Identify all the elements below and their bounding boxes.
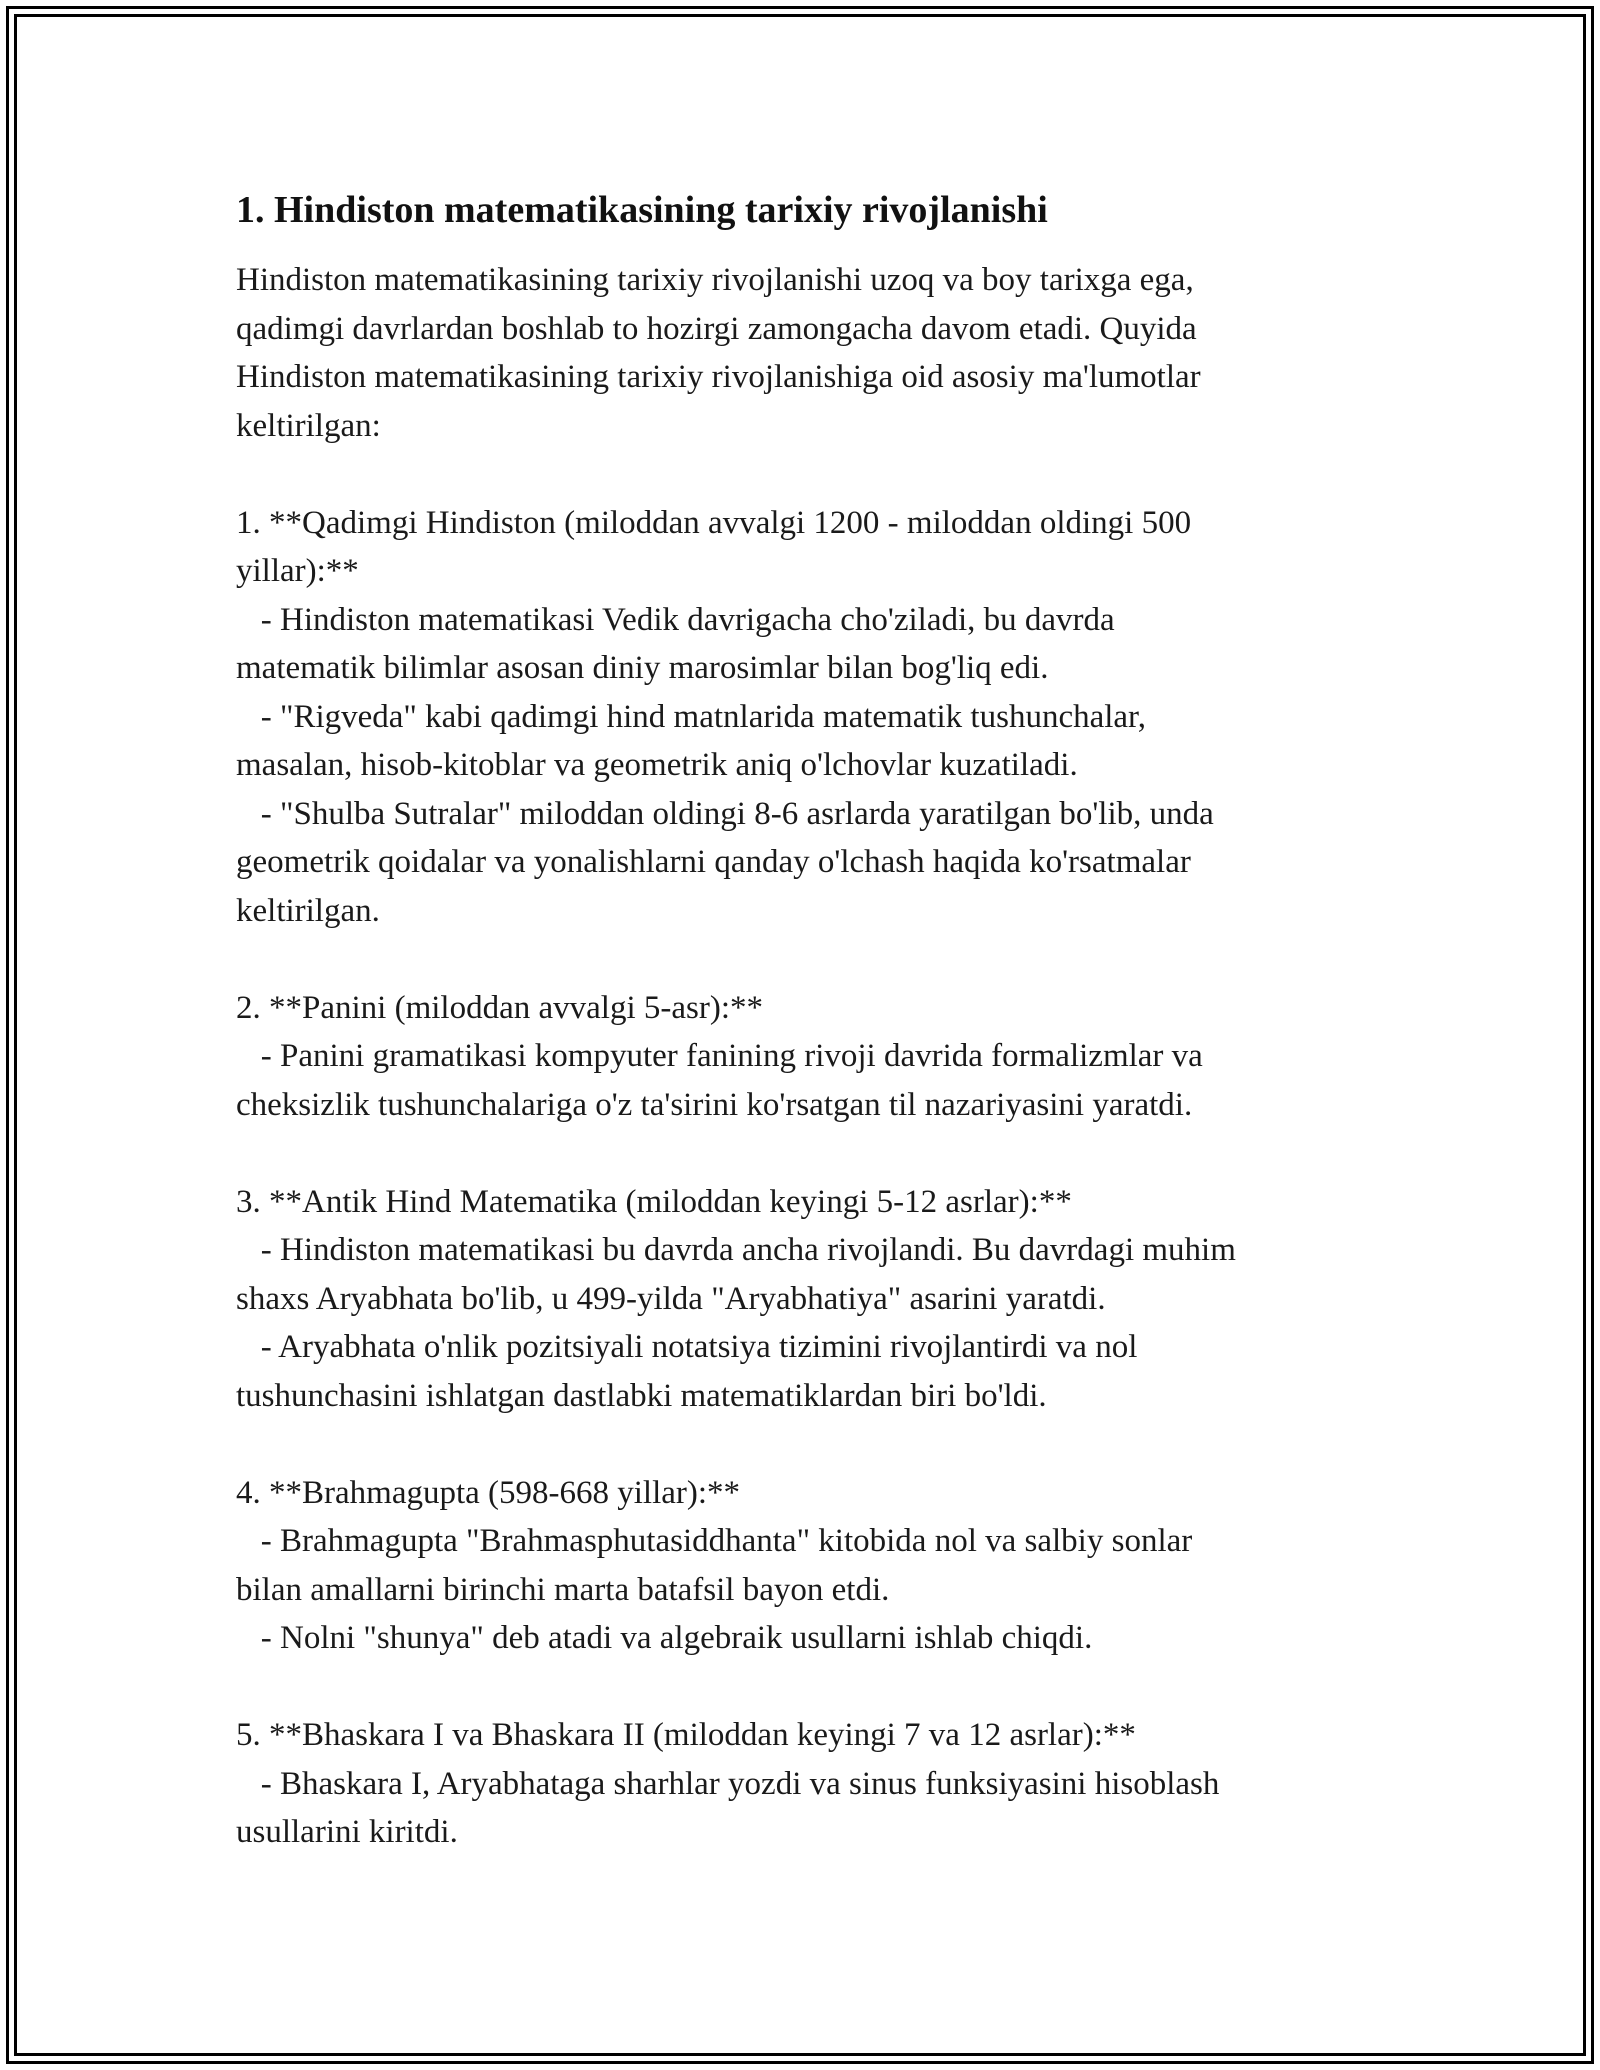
document-content (236, 186, 1366, 1857)
section-heading: 1. Hindiston matematikasining tarixiy rivojlanishi (236, 189, 1048, 231)
section-body-text: Hindiston matematikasining tarixiy rivojlanishi uzoq va boy tarixga ega, qadimgi davrlardan boshlab to hozirgi zamongacha davom etadi. Quyida Hindiston matematikasining tarixiy rivojlanishiga oid asosiy ma'lumotlar keltirilgan: 1. **Qadimgi Hindiston (miloddan avvalgi 1200 - miloddan oldingi 500 yillar):** - Hindiston matematikasi Vedik davrigacha cho'ziladi, bu davrda matematik bilimlar asosan diniy marosimlar bilan bog'liq edi. - "Rigveda" kabi qadimgi hind matnlarida matematik tushunchalar, masalan, hisob-kitoblar va geometrik aniq o'lchovlar kuzatiladi. - "Shulba Sutralar" miloddan oldingi 8-6 asrlarda yaratilgan bo'lib, unda geometrik qoidalar va yonalishlarni qanday o'lchash haqida ko'rsatmalar keltirilgan. 2. **Panini (miloddan avvalgi 5-asr):** - Panini gramatikasi kompyuter fanining rivoji davrida formalizmlar va cheksizlik tushunchalariga o'z ta'sirini ko'rsatgan til nazariyasini yaratdi. 3. **Antik Hind Matematika (miloddan keyingi 5-12 asrlar):** - Hindiston matematikasi bu davrda ancha rivojlandi. Bu davrdagi muhim shaxs Aryabhata bo'lib, u 499-yilda "Aryabhatiya" asarini yaratdi. - Aryabhata o'nlik pozitsiyali notatsiya tizimini rivojlantirdi va nol tushunchasini ishlatgan dastlabki matematiklardan biri bo'ldi. 4. **Brahmagupta (598-668 yillar):** - Brahmagupta "Brahmasphutasiddhanta" kitobida nol va salbiy sonlar bilan amallarni birinchi marta batafsil bayon etdi. - Nolni "shunya" deb atadi va algebraik usullarni ishlab chiqdi. 5. **Bhaskara I va Bhaskara II (miloddan keyingi 7 va 12 asrlar):** - Bhaskara I, Aryabhataga sharhlar yozdi va sinus funksiyasini hisoblash usullarini kiritdi. (236, 262, 1236, 1850)
